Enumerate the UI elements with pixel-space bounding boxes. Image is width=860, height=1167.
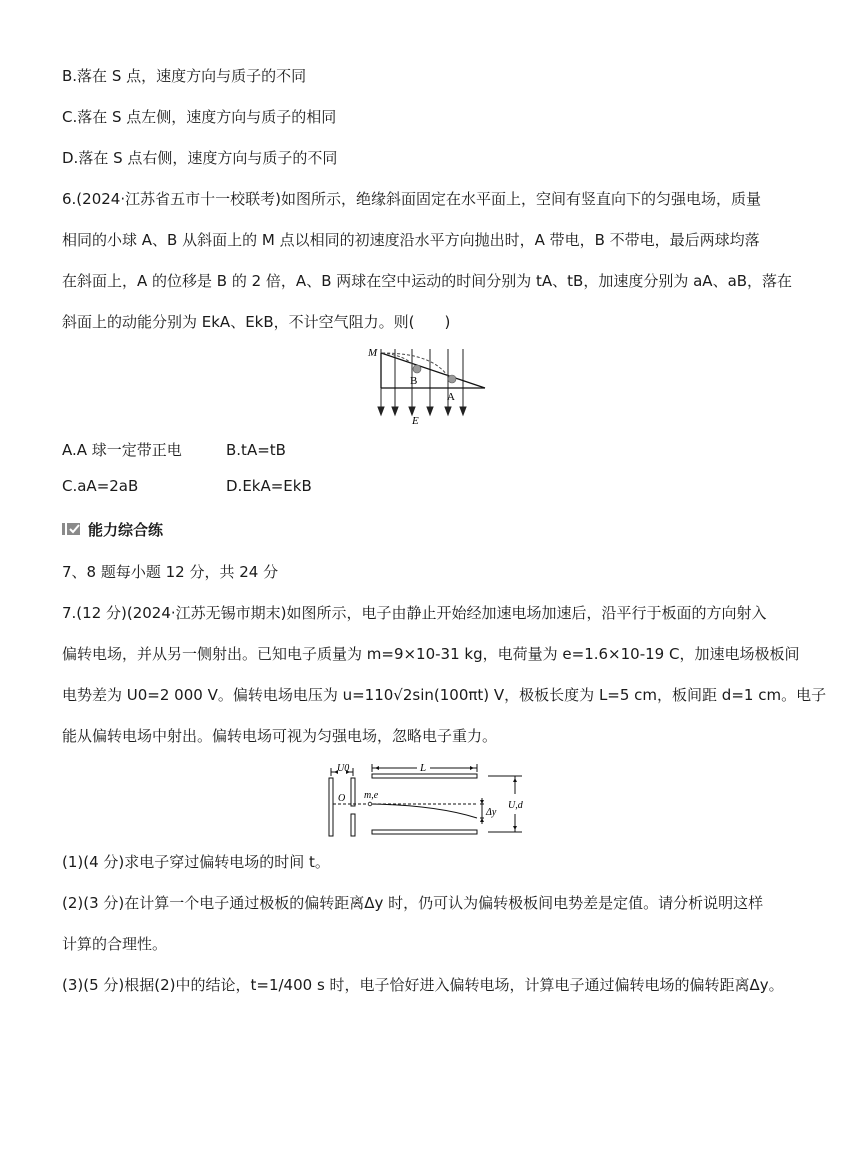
q7-figure-label-l: L	[420, 762, 427, 774]
q7-figure-label-me: m,e	[364, 790, 379, 801]
q6-figure-label-m: M	[368, 347, 378, 359]
q6-option-a: A.A 球一定带正电	[62, 441, 182, 459]
q6-stem-line-1: 6.(2024·江苏省五市十一校联考)如图所示，绝缘斜面固定在水平面上，空间有竖直向下的匀强电场，质量	[62, 190, 761, 208]
q7-figure-label-ud: U,d	[508, 800, 523, 811]
q7-figure-label-u0: U0	[337, 763, 350, 774]
q7-stem-line-4: 能从偏转电场中射出。偏转电场可视为匀强电场，忽略电子重力。	[62, 727, 498, 745]
q6-option-b: B.tA=tB	[226, 441, 286, 459]
q7-stem-line-1: 7.(12 分)(2024·江苏无锡市期末)如图所示，电子由静止开始经加速电场加速后，沿平行于板面的方向射入	[62, 604, 767, 622]
q7-figure-label-o: O	[338, 793, 346, 804]
q7-stem-line-2: 偏转电场，并从另一侧射出。已知电子质量为 m=9×10-31 kg，电荷量为 e=1.6×10-19 C，加速电场极板间	[62, 645, 800, 663]
q6-option-d: D.EkA=EkB	[226, 477, 312, 495]
q7-part-1: (1)(4 分)求电子穿过偏转电场的时间 t。	[62, 853, 330, 871]
section-heading	[62, 518, 163, 540]
q6-incline-figure	[362, 343, 494, 425]
q5-option-c: C.落在 S 点左侧，速度方向与质子的相同	[62, 108, 337, 126]
q5-option-d: D.落在 S 点右侧，速度方向与质子的不同	[62, 149, 338, 167]
score-note: 7、8 题每小题 12 分，共 24 分	[62, 563, 279, 581]
q6-stem-line-2: 相同的小球 A、B 从斜面上的 M 点以相同的初速度沿水平方向抛出时，A 带电，B 不带电，最后两球均落	[62, 231, 760, 249]
q7-part-2-line-1: (2)(3 分)在计算一个电子通过极板的偏转距离Δy 时，仍可认为偏转极板间电势差是定值。请分析说明这样	[62, 894, 764, 912]
q6-figure-label-a: A	[447, 391, 455, 403]
q6-figure-label-b: B	[410, 375, 418, 387]
section-title: 能力综合练	[88, 520, 164, 539]
q7-part-2-line-2: 计算的合理性。	[62, 935, 168, 953]
q6-option-c: C.aA=2aB	[62, 477, 139, 495]
q7-deflection-figure	[326, 760, 546, 838]
q7-stem-line-3: 电势差为 U0=2 000 V。偏转电场电压为 u=110√2sin(100πt) V，极板长度为 L=5 cm，板间距 d=1 cm。电子	[62, 686, 827, 704]
q7-figure-label-dy: Δy	[486, 807, 497, 818]
q5-option-b: B.落在 S 点，速度方向与质子的不同	[62, 67, 307, 85]
checklist-icon	[62, 521, 82, 537]
q6-stem-line-3: 在斜面上，A 的位移是 B 的 2 倍，A、B 两球在空中运动的时间分别为 tA、tB，加速度分别为 aA、aB，落在	[62, 272, 793, 290]
q6-figure-label-e: E	[412, 415, 419, 425]
q7-part-3: (3)(5 分)根据(2)中的结论，t=1/400 s 时，电子恰好进入偏转电场，计算电子通过偏转电场的偏转距离Δy。	[62, 976, 784, 994]
q6-stem-line-4: 斜面上的动能分别为 EkA、EkB，不计空气阻力。则( )	[62, 313, 451, 331]
